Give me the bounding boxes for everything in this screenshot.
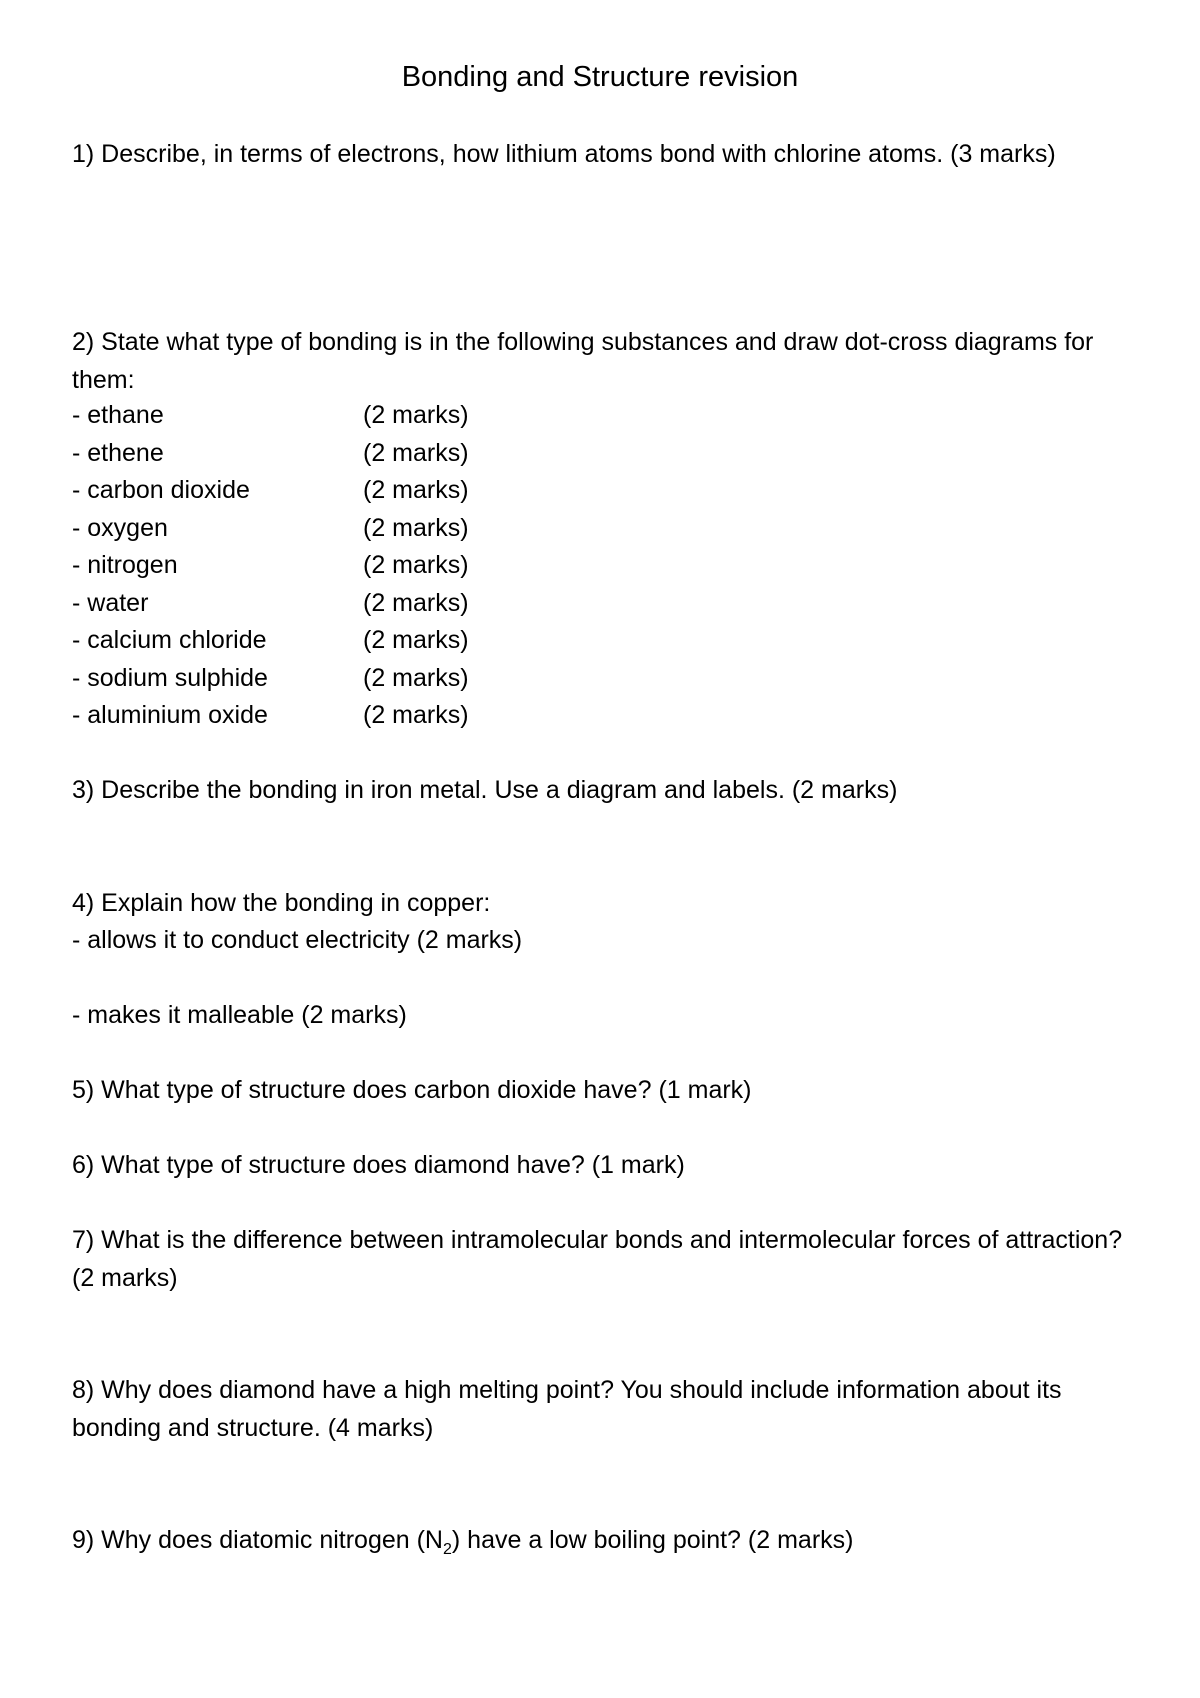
list-item bbox=[72, 622, 672, 660]
question-2: 2) State what type of bonding is in the following substances and draw dot-cross diagrams for them: bbox=[72, 328, 1094, 394]
question-4-part-b: - makes it malleable (2 marks) bbox=[72, 1001, 407, 1029]
list-item bbox=[72, 435, 672, 473]
question-4-part-a: - allows it to conduct electricity (2 marks) bbox=[72, 926, 523, 954]
substance-name: - aluminium oxide bbox=[72, 701, 268, 729]
substance-marks: (2 marks) bbox=[363, 588, 469, 617]
substance-name: - oxygen bbox=[72, 513, 168, 542]
substance-list bbox=[72, 397, 672, 735]
list-item bbox=[72, 397, 672, 435]
question-4: 4) Explain how the bonding in copper: bbox=[72, 889, 491, 917]
question-9-prefix: 9) Why does diatomic nitrogen (N bbox=[72, 1526, 443, 1554]
substance-marks: (2 marks) bbox=[363, 438, 469, 467]
substance-name: - ethene bbox=[72, 438, 164, 467]
substance-name: - calcium chloride bbox=[72, 626, 267, 654]
question-8: 8) Why does diamond have a high melting point? You should include information about its bonding and structure. (4 marks) bbox=[72, 1376, 1062, 1442]
list-item bbox=[72, 697, 672, 735]
list-item bbox=[72, 585, 672, 623]
substance-marks: (2 marks) bbox=[363, 701, 469, 729]
substance-marks: (2 marks) bbox=[363, 551, 469, 579]
question-3: 3) Describe the bonding in iron metal. Use a diagram and labels. (2 marks) bbox=[72, 776, 898, 804]
list-item bbox=[72, 472, 672, 510]
substance-marks: (2 marks) bbox=[363, 626, 469, 654]
list-item bbox=[72, 547, 672, 585]
list-item bbox=[72, 660, 672, 698]
question-1: 1) Describe, in terms of electrons, how lithium atoms bond with chlorine atoms. (3 marks) bbox=[72, 140, 1056, 168]
substance-marks: (2 marks) bbox=[363, 513, 469, 542]
substance-name: - ethane bbox=[72, 401, 164, 429]
nitrogen-subscript: 2 bbox=[442, 1541, 452, 1558]
substance-name: - sodium sulphide bbox=[72, 663, 268, 692]
question-6: 6) What type of structure does diamond have? (1 mark) bbox=[72, 1151, 685, 1179]
substance-marks: (2 marks) bbox=[363, 476, 469, 504]
question-7: 7) What is the difference between intramolecular bonds and intermolecular forces of attraction? (2 marks) bbox=[72, 1226, 1123, 1292]
substance-name: - nitrogen bbox=[72, 551, 178, 579]
question-5: 5) What type of structure does carbon dioxide have? (1 mark) bbox=[72, 1076, 752, 1104]
page-title: Bonding and Structure revision bbox=[401, 61, 799, 93]
question-9 bbox=[72, 1522, 1132, 1560]
substance-name: - carbon dioxide bbox=[72, 476, 250, 504]
question-9-suffix: ) have a low boiling point? (2 marks) bbox=[451, 1526, 854, 1554]
substance-marks: (2 marks) bbox=[363, 401, 469, 429]
list-item bbox=[72, 510, 672, 548]
substance-marks: (2 marks) bbox=[363, 663, 469, 692]
substance-name: - water bbox=[72, 588, 149, 617]
